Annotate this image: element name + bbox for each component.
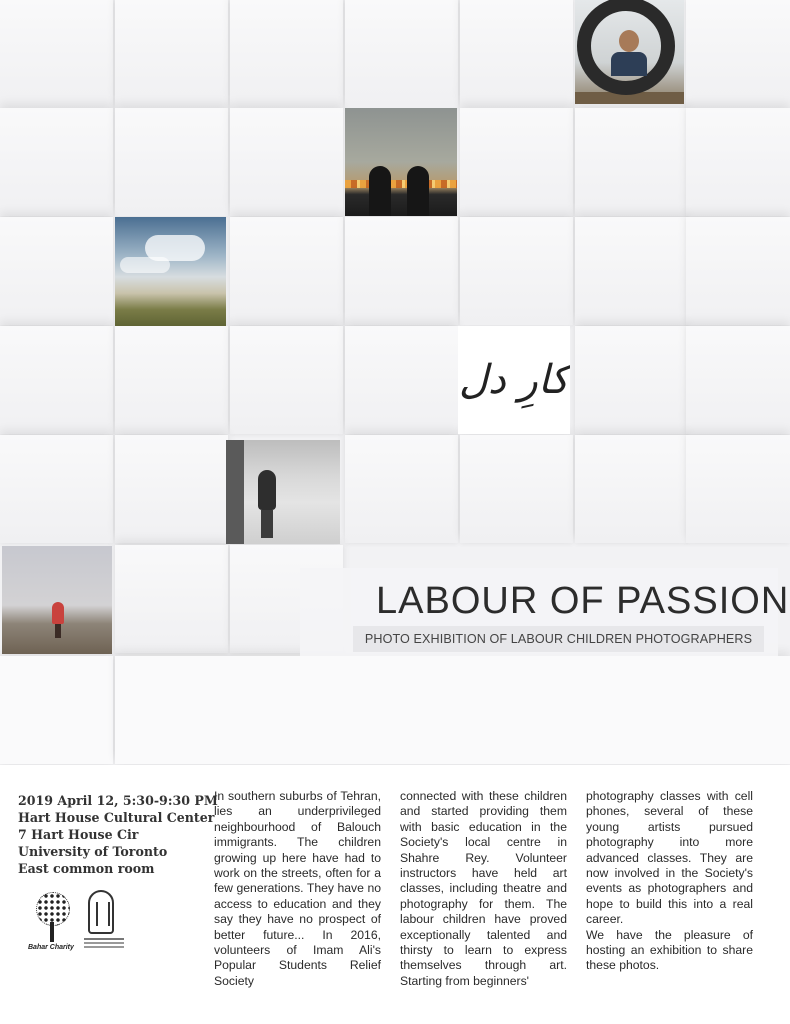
event-date-time: 2019 April 12, 5:30-9:30 PM [18,793,218,808]
event-room: East common room [18,861,155,876]
body-text: photography classes with cell phones, several of these young artists pursued photography into more advanced classes. They are now involved in the Society's events as photographers and hope to build this into a real career. [586,789,753,927]
grid-tile [686,0,790,108]
grid-tile [115,656,790,764]
body-text: connected with these children and started providing them with basic education in the Society's local centre in Shahre Rey. Volunteer instructors have held art classes, including theatre and photography for them. The labour children have proved exceptionally talented and thirsty to learn to express themselves through art. Starting from beginners' [400,789,567,988]
body-column-1 [214,789,381,989]
event-institution: University of Toronto [18,844,168,859]
grid-tile [460,0,573,108]
grid-tile [345,326,458,434]
sponsor-logos [30,890,140,960]
grid-tile [0,435,113,543]
grid-tile [460,435,573,543]
grid-tile [460,108,573,216]
grid-tile [230,217,343,325]
body-column-3 [586,789,753,974]
body-column-2 [400,789,567,989]
grid-tile [686,435,790,543]
grid-tile [686,217,790,325]
grid-tile [230,108,343,216]
event-address: 7 Hart House Cir [18,827,139,842]
grid-tile [0,108,113,216]
bahar-charity-logo [28,892,74,954]
grid-tile [230,326,343,434]
body-text: We have the pleasure of hosting an exhibition to share these photos. [586,927,753,973]
page-title: LABOUR OF PASSION [376,580,790,622]
grid-tile [345,217,458,325]
imam-ali-society-logo [84,890,118,952]
grid-tile [230,0,343,108]
grid-tile [0,0,113,108]
grid-tile [575,108,688,216]
grid-tile [115,545,228,653]
photo-sky-and-field [115,217,226,326]
grid-tile [686,108,790,216]
grid-tile [115,435,228,543]
grid-tile [345,0,458,108]
grid-tile [575,217,688,325]
bahar-charity-label: Bahar Charity [28,944,74,951]
grid-tile [460,217,573,325]
grid-tile [115,0,228,108]
photo-boy-in-tyre [575,0,684,104]
calligraphy-tile [458,326,570,434]
page-subtitle: PHOTO EXHIBITION OF LABOUR CHILDREN PHOTOGRAPHERS [364,632,753,646]
grid-tile [115,326,228,434]
event-venue: Hart House Cultural Center [18,810,215,825]
body-text: In southern suburbs of Tehran, lies an underprivileged neighbourhood of Balouch immigrants. The children growing up here have had to work on the streets, often for a few generations. They have no access to education and they say they have no prospect of better future... In 2016, volunteers of Imam Ali's Popular Students Relief Society [214,789,381,988]
society-emblem-icon [88,890,114,934]
photo-child-in-snow [226,440,340,544]
tree-icon [36,892,70,926]
event-details [18,792,218,877]
calligraphy-text: کارِ دل [458,357,570,403]
grid-tile [0,217,113,325]
photo-two-silhouettes [345,108,457,216]
grid-tile [345,435,458,543]
grid-tile [0,656,113,764]
grid-tile [575,326,688,434]
grid-tile [115,108,228,216]
grid-tile [0,326,113,434]
grid-tile [686,326,790,434]
photo-girl-on-road [2,546,112,654]
grid-tile [575,435,688,543]
